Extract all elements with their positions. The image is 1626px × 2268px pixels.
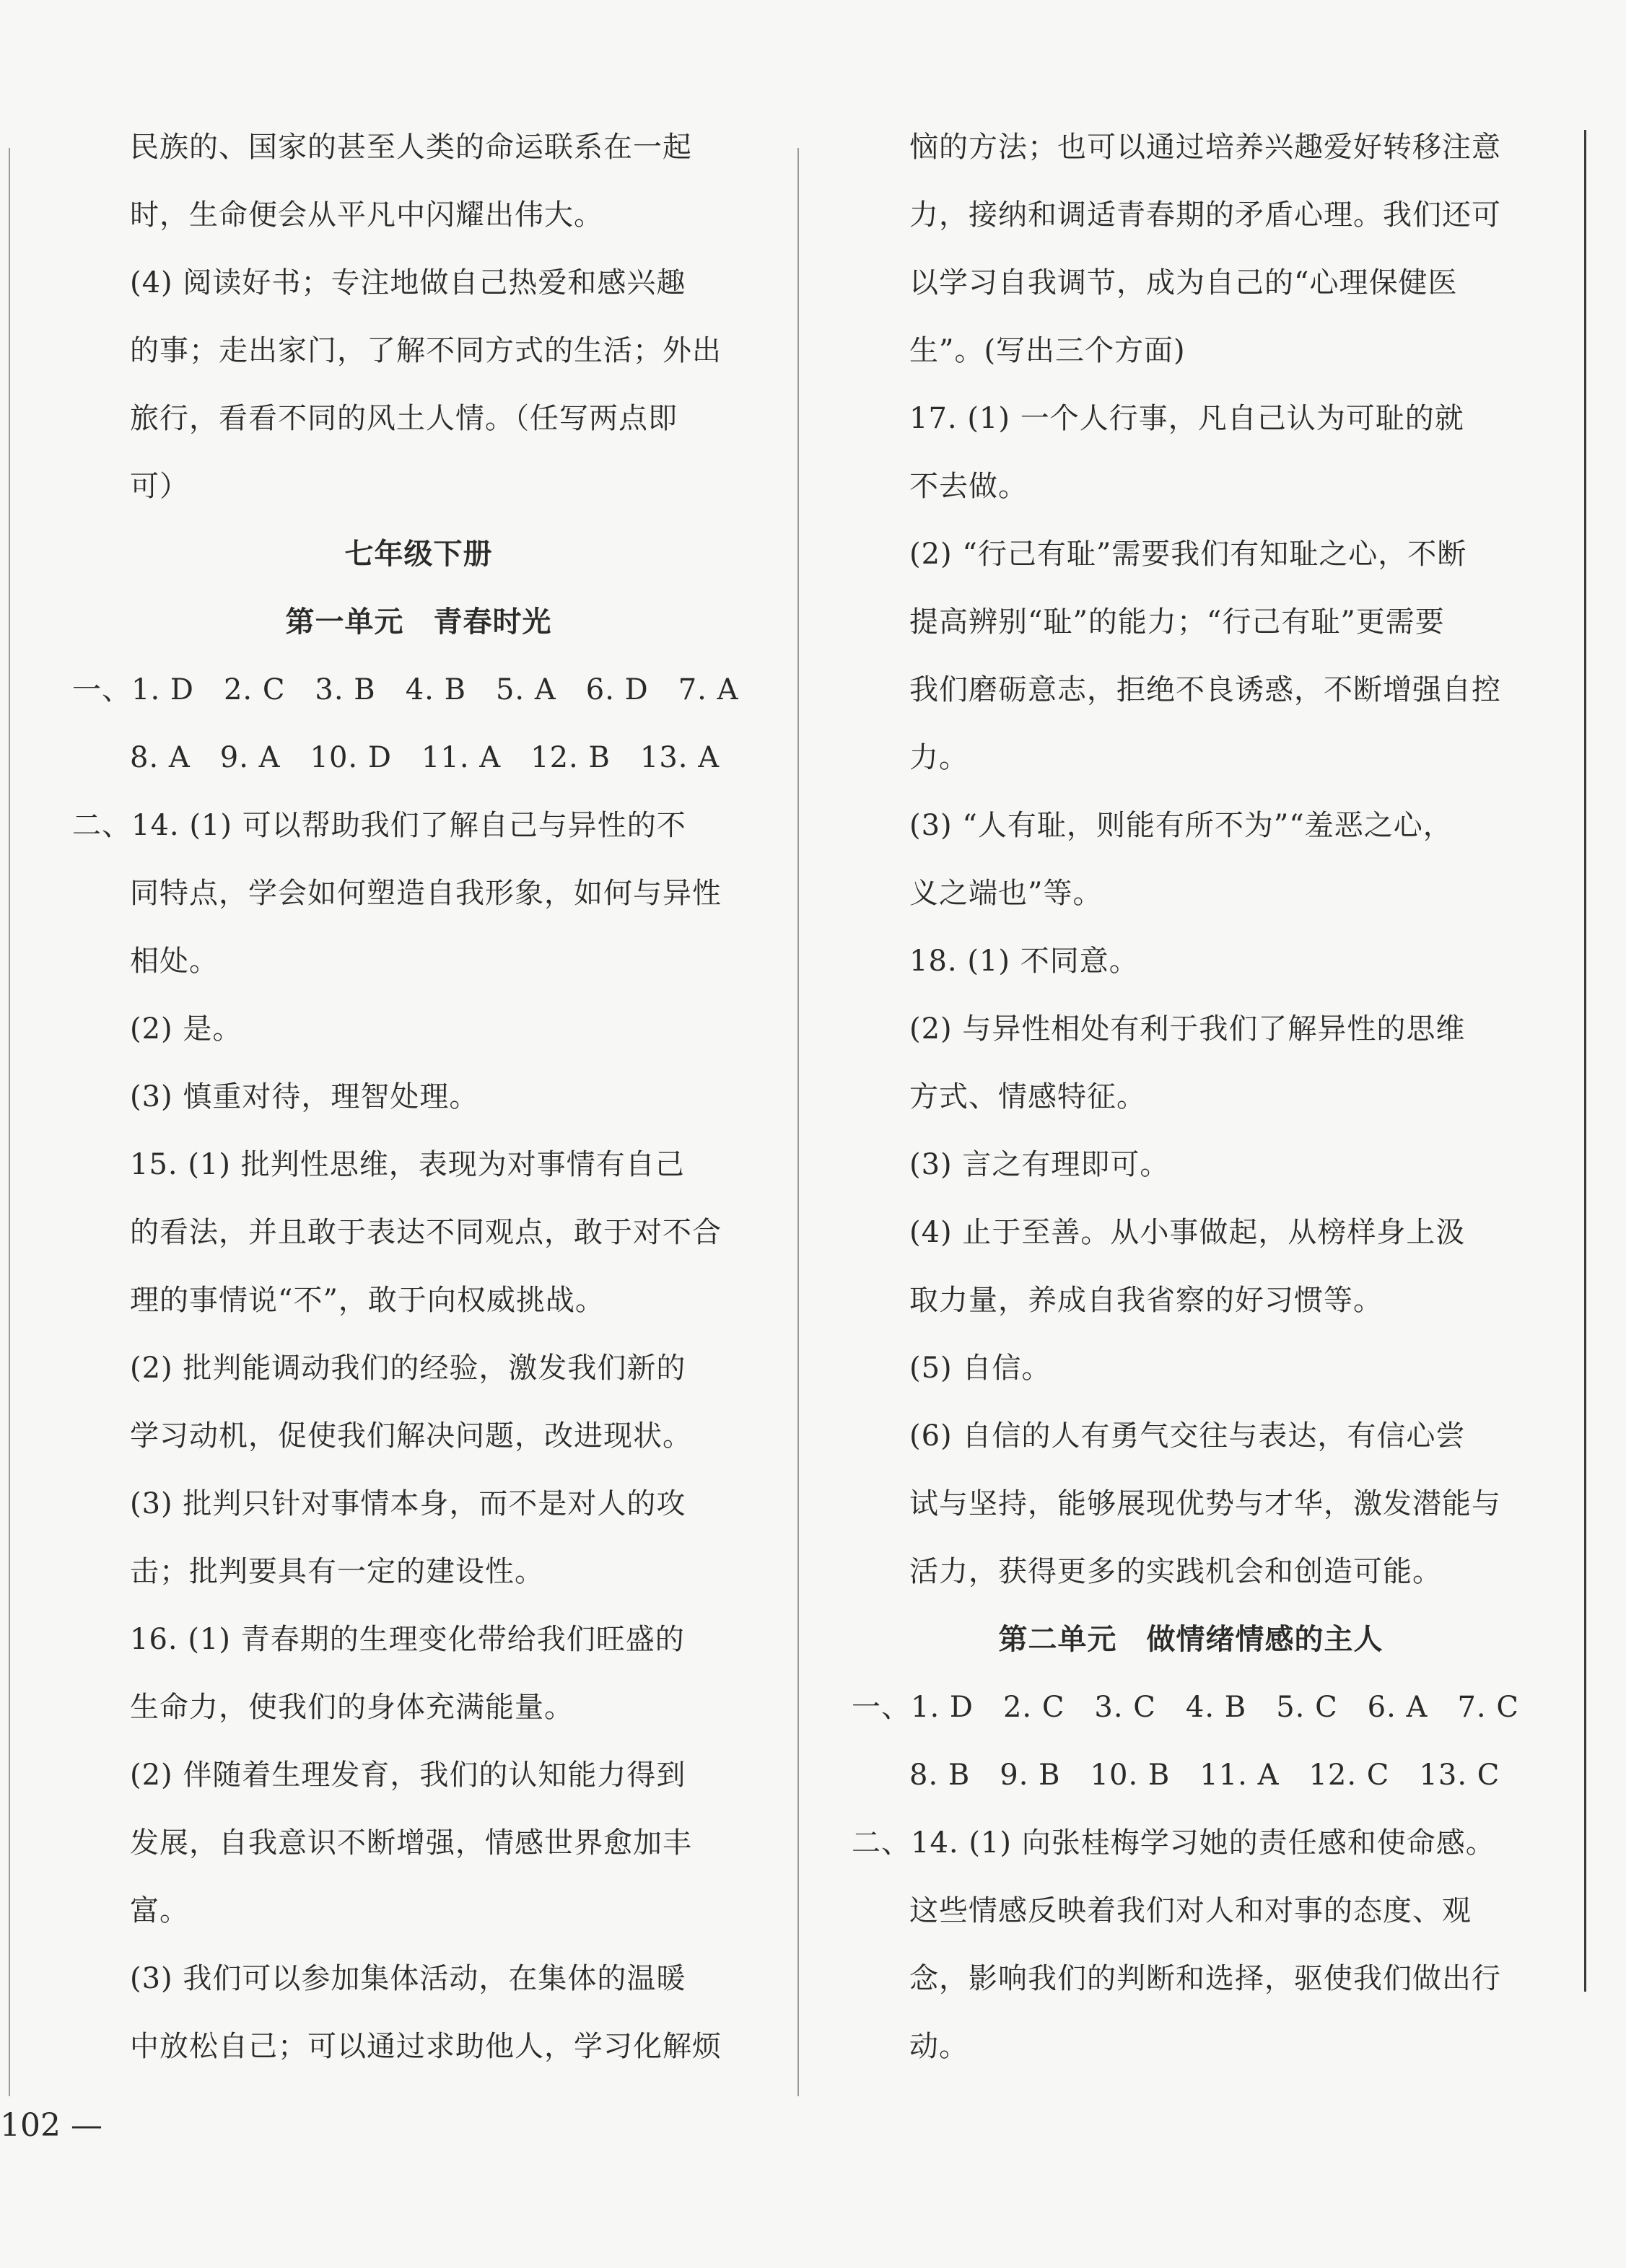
text-line: (3) 言之有理即可。 [909,1148,1170,1181]
text-line: 念，影响我们的判断和选择，驱使我们做出行 [909,1962,1501,1995]
right-edge-scan-mark [1584,130,1586,1992]
text-line: 这些情感反映着我们对人和对事的态度、观 [909,1894,1472,1927]
text-line: (5) 自信。 [909,1352,1052,1385]
text-line: 民族的、国家的甚至人类的命运联系在一起 [130,131,692,164]
text-line: 旅行，看看不同的风土人情。（任写两点即 [130,402,678,435]
answer-line: 二、14. (1) 向张桂梅学习她的责任感和使命感。 [852,1826,1495,1860]
text-line: 17. (1) 一个人行事，凡自己认为可耻的就 [909,402,1464,435]
text-line: (2) 是。 [130,1012,242,1046]
text-line: (3) 慎重对待，理智处理。 [130,1080,479,1113]
text-line: 提高辨别“耻”的能力；“行己有耻”更需要 [909,605,1445,639]
text-line: 相处。 [130,945,219,978]
answer-line: 8. A 9. A 10. D 11. A 12. B 13. A [130,741,720,774]
text-line: (3) 批判只针对事情本身，而不是对人的攻 [130,1487,686,1520]
text-line: 力。 [909,741,969,774]
text-line: 我们磨砺意志，拒绝不良诱惑，不断增强自控 [909,673,1501,706]
text-line: 可） [130,470,189,503]
text-line: (3) “人有耻，则能有所不为”“羞恶之心， [909,809,1453,842]
text-line: (2) 伴随着生理发育，我们的认知能力得到 [130,1759,686,1792]
text-line: (2) 批判能调动我们的经验，激发我们新的 [130,1352,686,1385]
text-line: 同特点，学会如何塑造自我形象，如何与异性 [130,877,722,910]
text-line: 富。 [130,1894,189,1927]
section-heading-unit-1: 第一单元 青春时光 [285,605,552,639]
text-line: 恼的方法；也可以通过培养兴趣爱好转移注意 [909,131,1501,164]
page-number: 102 — [0,2107,102,2144]
text-line: 不去做。 [909,470,1028,503]
answer-line: 一、1. D 2. C 3. C 4. B 5. C 6. A 7. C [852,1691,1519,1724]
text-line: 发展，自我意识不断增强，情感世界愈加丰 [130,1826,692,1860]
text-line: 义之端也”等。 [909,877,1103,910]
text-line: 18. (1) 不同意。 [909,945,1139,978]
column-divider [797,148,799,2096]
text-line: 击；批判要具有一定的建设性。 [130,1555,544,1588]
text-line: 生”。(写出三个方面) [909,334,1186,367]
text-line: 动。 [909,2030,969,2063]
text-line: (2) “行己有耻”需要我们有知耻之心，不断 [909,538,1467,571]
text-line: 生命力，使我们的身体充满能量。 [130,1691,574,1724]
text-line: (4) 止于至善。从小事做起，从榜样身上汲 [909,1216,1466,1249]
text-line: 时，生命便会从平凡中闪耀出伟大。 [130,198,603,232]
text-line: 试与坚持，能够展现优势与才华，激发潜能与 [909,1487,1501,1520]
text-line: 的事；走出家门，了解不同方式的生活；外出 [130,334,722,367]
section-heading-grade: 七年级下册 [344,537,493,571]
text-line: 理的事情说“不”，敢于向权威挑战。 [130,1284,605,1317]
text-line: (3) 我们可以参加集体活动，在集体的温暖 [130,1962,686,1995]
text-line: 力，接纳和调适青春期的矛盾心理。我们还可 [909,198,1501,232]
text-line: (4) 阅读好书；专注地做自己热爱和感兴趣 [130,266,686,299]
text-line: 活力，获得更多的实践机会和创造可能。 [909,1555,1442,1588]
text-line: 中放松自己；可以通过求助他人，学习化解烦 [130,2030,722,2063]
answer-line: 8. B 9. B 10. B 11. A 12. C 13. C [909,1759,1500,1792]
text-line: 的看法，并且敢于表达不同观点，敢于对不合 [130,1216,722,1249]
text-line: 16. (1) 青春期的生理变化带给我们旺盛的 [130,1623,685,1656]
text-line: 15. (1) 批判性思维，表现为对事情有自己 [130,1148,685,1181]
answer-line: 一、1. D 2. C 3. B 4. B 5. A 6. D 7. A [72,673,739,706]
text-line: 方式、情感特征。 [909,1080,1146,1113]
text-line: 学习动机，促使我们解决问题，改进现状。 [130,1419,692,1453]
left-margin-rule [9,148,10,2096]
text-line: (2) 与异性相处有利于我们了解异性的思维 [909,1012,1466,1046]
answer-line: 二、14. (1) 可以帮助我们了解自己与异性的不 [72,809,686,842]
text-line: (6) 自信的人有勇气交往与表达，有信心尝 [909,1419,1466,1453]
text-line: 以学习自我调节，成为自己的“心理保健医 [909,266,1458,299]
section-heading-unit-2: 第二单元 做情绪情感的主人 [998,1622,1384,1656]
text-line: 取力量，养成自我省察的好习惯等。 [909,1284,1383,1317]
